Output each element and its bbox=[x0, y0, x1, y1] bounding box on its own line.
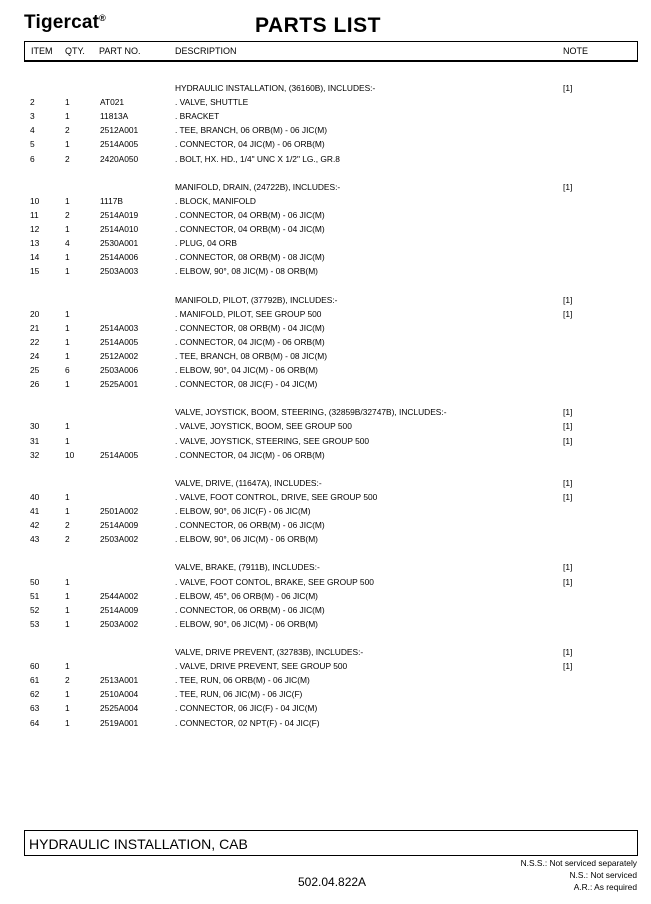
quantity: 1 bbox=[65, 689, 70, 700]
item-number: 14 bbox=[30, 252, 40, 263]
description: . TEE, RUN, 06 JIC(M) - 06 JIC(F) bbox=[175, 689, 303, 700]
item-number: 4 bbox=[30, 125, 35, 136]
description: . ELBOW, 90°, 08 JIC(M) - 08 ORB(M) bbox=[175, 266, 318, 277]
column-header-part: PART NO. bbox=[99, 46, 141, 56]
legend-line: A.R.: As required bbox=[573, 882, 637, 892]
description: . CONNECTOR, 08 ORB(M) - 08 JIC(M) bbox=[175, 252, 325, 263]
quantity: 2 bbox=[65, 520, 70, 531]
quantity: 6 bbox=[65, 365, 70, 375]
description: . CONNECTOR, 08 JIC(F) - 04 JIC(M) bbox=[175, 379, 318, 390]
item-number: 10 bbox=[30, 195, 40, 206]
column-header-note: NOTE bbox=[563, 46, 589, 56]
item-number: 41 bbox=[30, 506, 40, 516]
description: . ELBOW, 45°, 06 ORB(M) - 06 JIC(M) bbox=[175, 590, 318, 601]
quantity: 1 bbox=[65, 435, 70, 446]
item-number: 31 bbox=[30, 435, 40, 446]
quantity: 1 bbox=[65, 618, 70, 629]
note: [1] bbox=[563, 477, 573, 488]
description: HYDRAULIC INSTALLATION, (36160B), INCLUDES:- bbox=[175, 83, 376, 93]
quantity: 1 bbox=[65, 506, 70, 516]
description: . ELBOW, 90°, 06 JIC(M) - 06 ORB(M) bbox=[175, 534, 318, 545]
item-number: 6 bbox=[30, 153, 35, 164]
note: [1] bbox=[563, 407, 573, 418]
quantity: 1 bbox=[65, 590, 70, 601]
note: [1] bbox=[563, 294, 573, 305]
quantity: 1 bbox=[65, 350, 70, 361]
part-number: 2514A009 bbox=[100, 604, 139, 615]
description: . CONNECTOR, 04 JIC(M) - 06 ORB(M) bbox=[175, 139, 325, 150]
note: [1] bbox=[563, 491, 573, 502]
note: [1] bbox=[563, 308, 573, 319]
part-number: 1117B bbox=[100, 195, 123, 206]
description: MANIFOLD, DRAIN, (24722B), INCLUDES:- bbox=[175, 181, 341, 192]
description: . BOLT, HX. HD., 1/4" UNC X 1/2" LG., GR.8 bbox=[175, 153, 340, 164]
description: . BLOCK, MANIFOLD bbox=[175, 195, 256, 206]
abbreviation-legend bbox=[521, 857, 637, 893]
quantity: 1 bbox=[65, 421, 70, 432]
legend-line: N.S.S.: Not serviced separately bbox=[520, 858, 637, 868]
part-number: 2544A002 bbox=[100, 590, 139, 601]
quantity: 1 bbox=[65, 703, 70, 714]
part-number: 2420A050 bbox=[100, 153, 139, 164]
item-number: 43 bbox=[30, 534, 40, 545]
part-number: 2514A003 bbox=[100, 322, 139, 333]
item-number: 24 bbox=[30, 350, 40, 361]
table-header bbox=[24, 41, 638, 62]
item-number: 52 bbox=[30, 604, 40, 615]
document-number: 502.04.822A bbox=[298, 875, 367, 889]
description: . ELBOW, 90°, 06 JIC(M) - 06 ORB(M) bbox=[175, 618, 318, 629]
part-number: AT021 bbox=[100, 97, 125, 108]
column-header-description: DESCRIPTION bbox=[175, 46, 237, 56]
description: . VALVE, SHUTTLE bbox=[175, 97, 249, 108]
brand-name: Tigercat bbox=[24, 12, 100, 33]
item-number: 42 bbox=[30, 520, 40, 531]
quantity: 1 bbox=[65, 97, 70, 108]
part-number: 2510A004 bbox=[100, 689, 139, 700]
quantity: 1 bbox=[65, 661, 70, 672]
quantity: 1 bbox=[65, 717, 70, 728]
description: . VALVE, FOOT CONTOL, BRAKE, SEE GROUP 500 bbox=[175, 576, 374, 587]
note: [1] bbox=[563, 562, 573, 573]
part-number: 2514A005 bbox=[100, 449, 139, 460]
item-number: 26 bbox=[30, 379, 40, 390]
description: . BRACKET bbox=[175, 111, 220, 122]
quantity: 1 bbox=[65, 266, 70, 277]
quantity: 2 bbox=[65, 209, 70, 220]
quantity: 2 bbox=[65, 675, 70, 686]
description: . VALVE, JOYSTICK, STEERING, SEE GROUP 500 bbox=[175, 435, 370, 446]
section-title-box bbox=[24, 830, 638, 856]
item-number: 13 bbox=[30, 238, 40, 249]
section-title: HYDRAULIC INSTALLATION, CAB bbox=[29, 836, 248, 852]
part-number: 2512A002 bbox=[100, 350, 139, 361]
quantity: 1 bbox=[65, 576, 70, 587]
item-number: 15 bbox=[30, 266, 40, 277]
part-number: 2514A005 bbox=[100, 139, 139, 150]
description: . CONNECTOR, 06 ORB(M) - 06 JIC(M) bbox=[175, 520, 325, 531]
description: . VALVE, JOYSTICK, BOOM, SEE GROUP 500 bbox=[175, 421, 352, 432]
description: . TEE, BRANCH, 08 ORB(M) - 08 JIC(M) bbox=[175, 350, 328, 361]
description: . MANIFOLD, PILOT, SEE GROUP 500 bbox=[175, 308, 322, 319]
part-number: 2501A002 bbox=[100, 506, 139, 516]
note: [1] bbox=[563, 647, 573, 657]
quantity: 1 bbox=[65, 195, 70, 206]
part-number: 2514A006 bbox=[100, 252, 139, 263]
part-number: 2513A001 bbox=[100, 675, 139, 686]
description: . CONNECTOR, 04 JIC(M) - 06 ORB(M) bbox=[175, 449, 325, 460]
part-number: 2514A019 bbox=[100, 209, 139, 220]
note: [1] bbox=[563, 83, 573, 93]
quantity: 10 bbox=[65, 449, 75, 460]
part-number: 2525A004 bbox=[100, 703, 139, 714]
item-number: 11 bbox=[30, 209, 39, 220]
item-number: 5 bbox=[30, 139, 35, 150]
item-number: 60 bbox=[30, 661, 40, 672]
item-number: 40 bbox=[30, 491, 40, 502]
quantity: 1 bbox=[65, 111, 70, 122]
description: VALVE, BRAKE, (7911B), INCLUDES:- bbox=[175, 562, 320, 573]
item-number: 2 bbox=[30, 97, 35, 108]
quantity: 2 bbox=[65, 534, 70, 545]
note: [1] bbox=[563, 435, 573, 446]
description: MANIFOLD, PILOT, (37792B), INCLUDES:- bbox=[175, 294, 338, 305]
description: . CONNECTOR, 04 JIC(M) - 06 ORB(M) bbox=[175, 336, 325, 347]
part-number: 2514A010 bbox=[100, 224, 139, 234]
item-number: 20 bbox=[30, 308, 40, 319]
item-number: 12 bbox=[30, 224, 40, 234]
description: . VALVE, FOOT CONTROL, DRIVE, SEE GROUP 500 bbox=[175, 491, 378, 502]
quantity: 4 bbox=[65, 238, 70, 249]
description: . CONNECTOR, 04 ORB(M) - 04 JIC(M) bbox=[175, 224, 325, 234]
description: . TEE, RUN, 06 ORB(M) - 06 JIC(M) bbox=[175, 675, 310, 686]
description: . CONNECTOR, 04 ORB(M) - 06 JIC(M) bbox=[175, 209, 325, 220]
description: VALVE, DRIVE PREVENT, (32783B), INCLUDES:- bbox=[175, 647, 364, 657]
item-number: 53 bbox=[30, 618, 40, 629]
description: . VALVE, DRIVE PREVENT, SEE GROUP 500 bbox=[175, 661, 348, 672]
item-number: 62 bbox=[30, 689, 40, 700]
description: . CONNECTOR, 06 ORB(M) - 06 JIC(M) bbox=[175, 604, 325, 615]
description: . ELBOW, 90°, 06 JIC(F) - 06 JIC(M) bbox=[175, 506, 311, 516]
item-number: 22 bbox=[30, 336, 40, 347]
part-number: 2519A001 bbox=[100, 717, 139, 728]
quantity: 1 bbox=[65, 308, 70, 319]
note: [1] bbox=[563, 661, 573, 672]
note: [1] bbox=[563, 576, 573, 587]
description: . CONNECTOR, 06 JIC(F) - 04 JIC(M) bbox=[175, 703, 318, 714]
part-number: 2503A006 bbox=[100, 365, 139, 375]
page-title: PARTS LIST bbox=[255, 14, 381, 37]
part-number: 2514A009 bbox=[100, 520, 139, 531]
quantity: 2 bbox=[65, 125, 70, 136]
description: . CONNECTOR, 08 ORB(M) - 04 JIC(M) bbox=[175, 322, 325, 333]
registered-mark: ® bbox=[99, 13, 107, 23]
column-header-item: ITEM bbox=[31, 46, 53, 56]
item-number: 64 bbox=[30, 717, 40, 728]
note: [1] bbox=[563, 181, 573, 192]
item-number: 61 bbox=[30, 675, 40, 686]
quantity: 2 bbox=[65, 153, 70, 164]
quantity: 1 bbox=[65, 336, 70, 347]
item-number: 21 bbox=[30, 322, 40, 333]
item-number: 3 bbox=[30, 111, 35, 122]
item-number: 25 bbox=[30, 365, 40, 375]
item-number: 32 bbox=[30, 449, 40, 460]
description: VALVE, DRIVE, (11647A), INCLUDES:- bbox=[175, 477, 322, 488]
quantity: 1 bbox=[65, 139, 70, 150]
part-number: 2512A001 bbox=[100, 125, 139, 136]
item-number: 63 bbox=[30, 703, 40, 714]
description: . PLUG, 04 ORB bbox=[175, 238, 237, 249]
description: . CONNECTOR, 02 NPT(F) - 04 JIC(F) bbox=[175, 717, 320, 728]
quantity: 1 bbox=[65, 491, 70, 502]
item-number: 50 bbox=[30, 576, 40, 587]
part-number: 2514A005 bbox=[100, 336, 139, 347]
brand-logo bbox=[24, 12, 106, 34]
part-number: 11813A bbox=[100, 111, 129, 122]
part-number: 2530A001 bbox=[100, 238, 139, 249]
item-number: 30 bbox=[30, 421, 40, 432]
part-number: 2503A002 bbox=[100, 534, 139, 545]
part-number: 2503A002 bbox=[100, 618, 139, 629]
part-number: 2525A001 bbox=[100, 379, 139, 390]
column-header-qty: QTY. bbox=[65, 46, 85, 56]
quantity: 1 bbox=[65, 604, 70, 615]
quantity: 1 bbox=[65, 379, 70, 390]
part-number: 2503A003 bbox=[100, 266, 139, 277]
quantity: 1 bbox=[65, 322, 70, 333]
quantity: 1 bbox=[65, 252, 70, 263]
description: . TEE, BRANCH, 06 ORB(M) - 06 JIC(M) bbox=[175, 125, 328, 136]
description: . ELBOW, 90°, 04 JIC(M) - 06 ORB(M) bbox=[175, 365, 318, 375]
description: VALVE, JOYSTICK, BOOM, STEERING, (32859B/32747B), INCLUDES:- bbox=[175, 407, 447, 418]
legend-line: N.S.: Not serviced bbox=[569, 870, 637, 880]
item-number: 51 bbox=[30, 590, 40, 601]
note: [1] bbox=[563, 421, 573, 432]
quantity: 1 bbox=[65, 224, 70, 234]
